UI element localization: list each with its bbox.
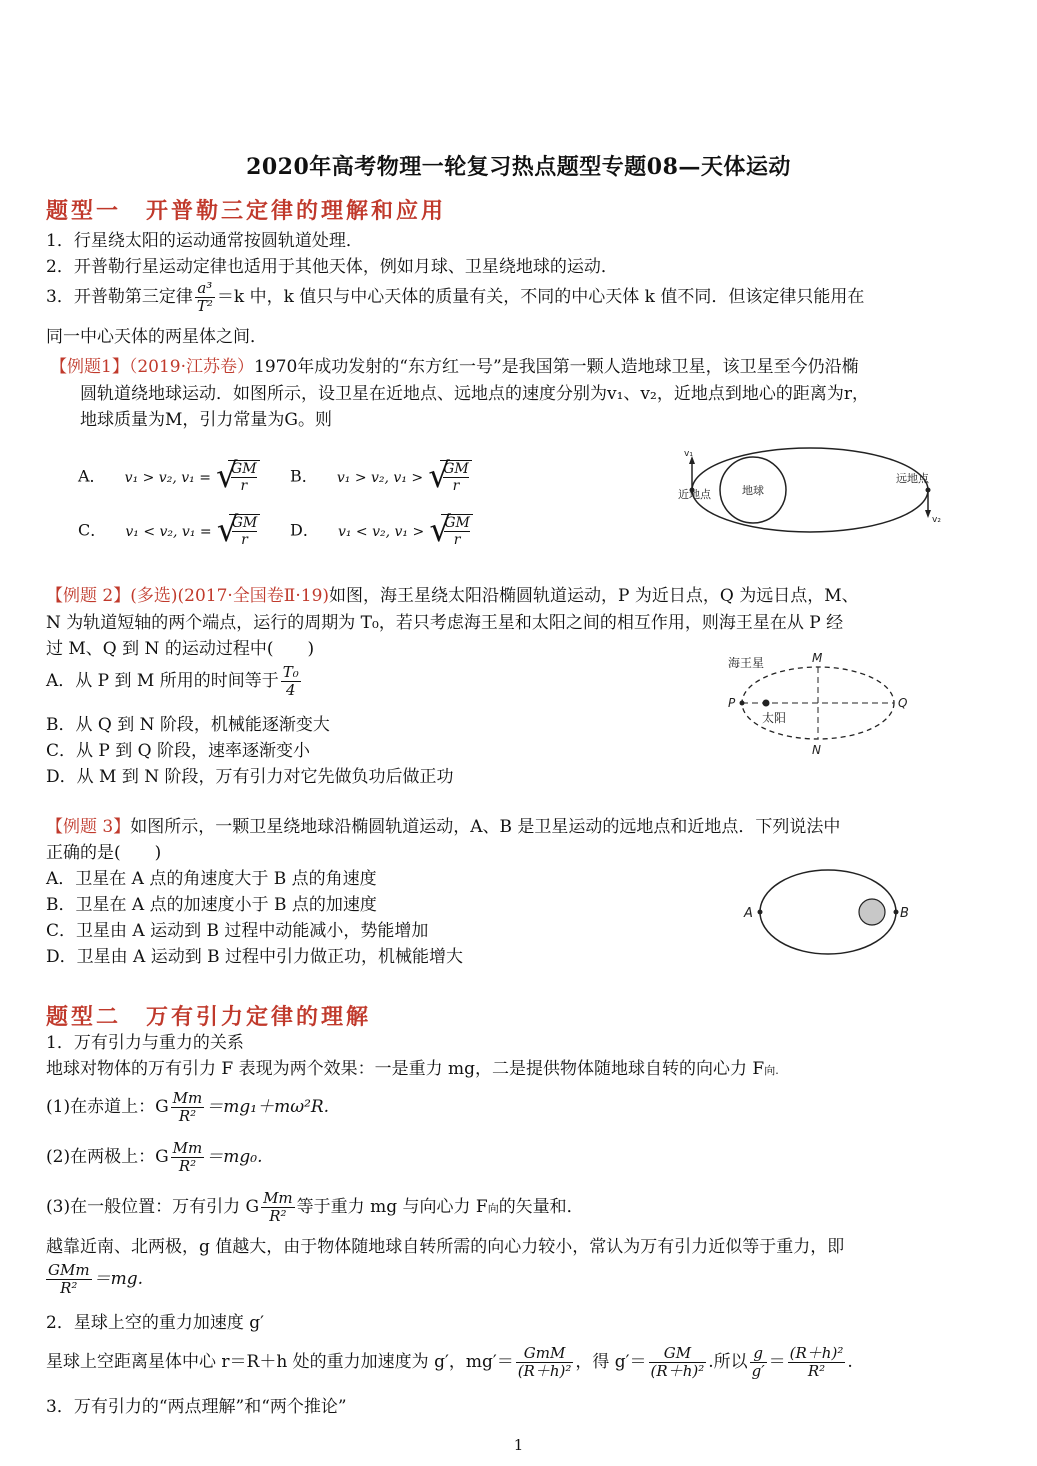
- example1-source: （2019·江苏卷）: [128, 357, 254, 377]
- f1-fraction: [516, 1345, 574, 1380]
- example1-text1: 1970年成功发射的“东方红一号”是我国第一颗人造地球卫星，该卫星至今仍沿椭: [254, 357, 859, 377]
- sqrt-numerator: GM: [443, 461, 469, 477]
- option-b-label: B．: [290, 466, 318, 486]
- eq2-post: ＝mg₀.: [206, 1147, 263, 1167]
- n-label: N: [812, 743, 821, 757]
- t0-over-4: [281, 664, 301, 699]
- option-c-expr: v₁ < v₂, v₁ =: [125, 523, 212, 540]
- altitude-equals: ＝: [768, 1352, 786, 1372]
- example1-option-a: [78, 456, 260, 496]
- example3-text1: 如图所示，一颗卫星绕地球沿椭圆轨道运动，A、B 是卫星运动的远地点和近地点．下列说法中: [130, 817, 841, 837]
- apogee-label: 远地点: [896, 472, 929, 485]
- altitude-end: .: [847, 1352, 853, 1372]
- sqrt-denominator: r: [240, 478, 248, 494]
- eq1-denominator: R²: [178, 1107, 197, 1125]
- approx-equation: [46, 1262, 143, 1297]
- eq2-pre: (2)在两极上：G: [46, 1147, 169, 1167]
- f2-numerator: GM: [649, 1345, 707, 1363]
- sqrt-gm-over-r: √ $\frac{GM}{r}$: [217, 514, 261, 548]
- satellite-orbit: [692, 448, 928, 532]
- example2-line1: [46, 585, 859, 607]
- example3-option-d: D．卫星由 A 运动到 B 过程中引力做正功，机械能增大: [46, 947, 464, 967]
- sqrt-numerator: GM: [444, 515, 470, 531]
- p-label: P: [728, 696, 736, 710]
- eq3-numerator: Mm: [263, 1189, 293, 1207]
- earth-label: 地球: [742, 484, 764, 497]
- v2-label: v₂: [932, 515, 941, 525]
- sqrt-numerator: GM: [231, 515, 258, 531]
- f3-fraction: [750, 1345, 767, 1380]
- section2-heading: 题型二 万有引力定律的理解: [46, 1004, 372, 1030]
- sun-point: [763, 700, 770, 707]
- perigee-label: 近地点: [678, 488, 711, 501]
- gmm-numerator: GMm: [48, 1261, 90, 1279]
- example1-tag: 【例题1】: [50, 357, 129, 377]
- f3-numerator: g: [750, 1345, 767, 1363]
- example2-option-a: [46, 664, 303, 699]
- kepler-fraction: [195, 280, 215, 315]
- section1-point2: 2．开普勒行星运动定律也适用于其他天体，例如月球、卫星绕地球的运动．: [46, 257, 618, 277]
- eq3-post: 的矢量和．: [498, 1197, 584, 1217]
- option-a-expr: v₁ > v₂, v₁ =: [124, 469, 211, 486]
- poles-gravity-text: 越靠近南、北两极，g 值越大，由于物体随地球自转所需的向心力较小，常认为万有引力近似等于重力，即: [46, 1237, 845, 1257]
- section1-heading: 题型一 开普勒三定律的理解和应用: [46, 198, 447, 224]
- altitude-pre: 星球上空距离星体中心 r＝R＋h 处的重力加速度为 g′，mg′＝: [46, 1352, 514, 1372]
- option-b-expr: v₁ > v₂, v₁ >: [336, 469, 424, 486]
- page-number: 1: [513, 1436, 524, 1454]
- example1-option-b: [290, 456, 472, 496]
- f4-denominator: R²: [807, 1362, 826, 1380]
- sqrt-denominator: r: [241, 532, 248, 548]
- section2-point1: 1．万有引力与重力的关系: [46, 1033, 244, 1053]
- example3-option-b: B．卫星在 A 点的加速度小于 B 点的加速度: [46, 895, 377, 915]
- altitude-mid2: .所以: [708, 1352, 748, 1372]
- example1-orbit-figure: [670, 440, 950, 540]
- option-c-label: C．: [78, 520, 107, 540]
- gmm-denominator: R²: [60, 1279, 78, 1297]
- t0-numerator: T₀: [282, 663, 299, 681]
- t0-denominator: 4: [285, 681, 296, 699]
- sqrt-gm-over-r: √ $\frac{GM}{r}$: [216, 460, 260, 494]
- example2-line2: N 为轨道短轴的两个端点，运行的周期为 T₀，若只考虑海王星和太阳之间的相互作用，则海王星在从 P 经: [46, 613, 844, 633]
- example1-option-d: [290, 510, 473, 550]
- example3-option-c: C．卫星由 A 运动到 B 过程中动能减小，势能增加: [46, 921, 429, 941]
- section2-point3: 3．万有引力的“两点理解”和“两个推论”: [46, 1397, 347, 1417]
- eq2-numerator: Mm: [172, 1139, 203, 1157]
- f2-denominator: (R＋h)²: [650, 1362, 705, 1380]
- f4-fraction: [788, 1345, 846, 1380]
- eq3-denominator: R²: [269, 1207, 287, 1225]
- example2-orbit-figure: [720, 648, 920, 760]
- sun-label: 太阳: [762, 711, 787, 725]
- option-d-label: D．: [290, 520, 319, 540]
- eq3-mid: 等于重力 mg 与向心力 F: [296, 1197, 488, 1217]
- eq3-pre: (3)在一般位置：万有引力 G: [46, 1197, 260, 1217]
- neptune-point: [740, 701, 745, 706]
- centripetal-subscript: 向.: [764, 1064, 779, 1077]
- approx-post: ＝mg.: [93, 1269, 143, 1289]
- b-label: B: [900, 906, 909, 921]
- sqrt-gm-over-r: √ $\frac{GM}{r}$: [429, 514, 473, 548]
- example3-orbit-figure: [738, 862, 918, 962]
- kepler-numerator: a³: [195, 280, 215, 298]
- point-b: [894, 910, 899, 915]
- example1-line3: 地球质量为M，引力常量为G。则: [80, 410, 332, 430]
- example3-line1: [46, 816, 840, 838]
- example3-line2: 正确的是( ): [46, 843, 162, 863]
- example1-line1: [50, 356, 859, 378]
- option-a-label: A．: [78, 466, 106, 486]
- example2-source: (多选)(2017·全国卷Ⅱ·19): [130, 586, 330, 606]
- gravity-effects-text: 地球对物体的万有引力 F 表现为两个效果：一是重力 mg，二是提供物体随地球自转的向心力 F: [46, 1059, 765, 1079]
- equation-poles: [46, 1140, 263, 1175]
- f1-numerator: GmM: [516, 1345, 574, 1363]
- equation-equator: [46, 1090, 329, 1125]
- f1-denominator: (R＋h)²: [517, 1362, 572, 1380]
- ex2-option-a-text: A．从 P 到 M 所用的时间等于: [46, 671, 279, 691]
- example3-tag: 【例题 3】: [46, 817, 131, 837]
- gmm-fraction: [46, 1262, 92, 1297]
- eq1-numerator: Mm: [172, 1089, 203, 1107]
- sqrt-numerator: GM: [231, 461, 257, 477]
- example2-option-b: B．从 Q 到 N 阶段，机械能逐渐变大: [46, 715, 330, 735]
- eq2-fraction: [171, 1140, 205, 1175]
- neptune-label: 海王星: [728, 656, 765, 670]
- page-title: 2020年高考物理一轮复习热点题型专题08—天体运动: [246, 154, 791, 180]
- eq2-denominator: R²: [178, 1157, 197, 1175]
- earth-circle-ab: [859, 899, 885, 925]
- f3-denominator: g′: [751, 1362, 765, 1380]
- eq3-subscript: 向: [487, 1202, 499, 1215]
- example2-option-d: D．从 M 到 N 阶段，万有引力对它先做负功后做正功: [46, 767, 454, 787]
- point3-post: ＝k 中，k 值只与中心天体的质量有关，不同的中心天体 k 值不同．但该定律只能用在: [216, 287, 865, 307]
- f2-fraction: [649, 1345, 707, 1380]
- equation-general: [46, 1190, 584, 1225]
- section1-point3-cont: 同一中心天体的两星体之间．: [46, 327, 267, 347]
- m-label: M: [812, 651, 823, 665]
- example1-line2: 圆轨道绕地球运动．如图所示，设卫星在近地点、远地点的速度分别为v₁、v₂，近地点到地心的距离为r，: [80, 384, 869, 404]
- v2-arrowhead: [925, 510, 931, 518]
- example2-line3: 过 M、Q 到 N 的运动过程中( ): [46, 639, 315, 659]
- sqrt-denominator: r: [453, 532, 461, 548]
- kepler-denominator: T²: [196, 297, 213, 315]
- altitude-gravity-equation: [46, 1345, 853, 1380]
- section1-point1: 1．行星绕太阳的运动通常按圆轨道处理．: [46, 231, 363, 251]
- eq1-post: ＝mg₁＋mω²R.: [206, 1097, 330, 1117]
- section2-point2: 2．星球上空的重力加速度 g′: [46, 1313, 264, 1333]
- sqrt-gm-over-r: √ $\frac{GM}{r}$: [428, 460, 472, 494]
- eq1-fraction: [171, 1090, 205, 1125]
- sqrt-denominator: r: [452, 478, 460, 494]
- point3-pre: 3．开普勒第三定律: [46, 287, 193, 307]
- example2-tag: 【例题 2】: [46, 586, 131, 606]
- eq1-pre: (1)在赤道上：G: [46, 1097, 169, 1117]
- section2-point1-text: [46, 1058, 779, 1082]
- example2-option-c: C．从 P 到 Q 阶段，速率逐渐变小: [46, 741, 310, 761]
- eq3-fraction: [261, 1190, 295, 1225]
- option-d-expr: v₁ < v₂, v₁ >: [337, 523, 425, 540]
- f4-numerator: (R＋h)²: [789, 1344, 844, 1362]
- v1-label: v₁: [684, 449, 693, 459]
- q-label: Q: [898, 696, 908, 710]
- altitude-mid1: ，得 g′＝: [575, 1352, 647, 1372]
- example3-option-a: A．卫星在 A 点的角速度大于 B 点的角速度: [46, 869, 377, 889]
- example2-text1: 如图，海王星绕太阳沿椭圆轨道运动，P 为近日点，Q 为远日点，M、: [329, 586, 859, 606]
- point-a: [758, 910, 763, 915]
- a-label: A: [744, 906, 753, 921]
- example1-option-c: [78, 510, 260, 550]
- section1-point3: [46, 280, 864, 315]
